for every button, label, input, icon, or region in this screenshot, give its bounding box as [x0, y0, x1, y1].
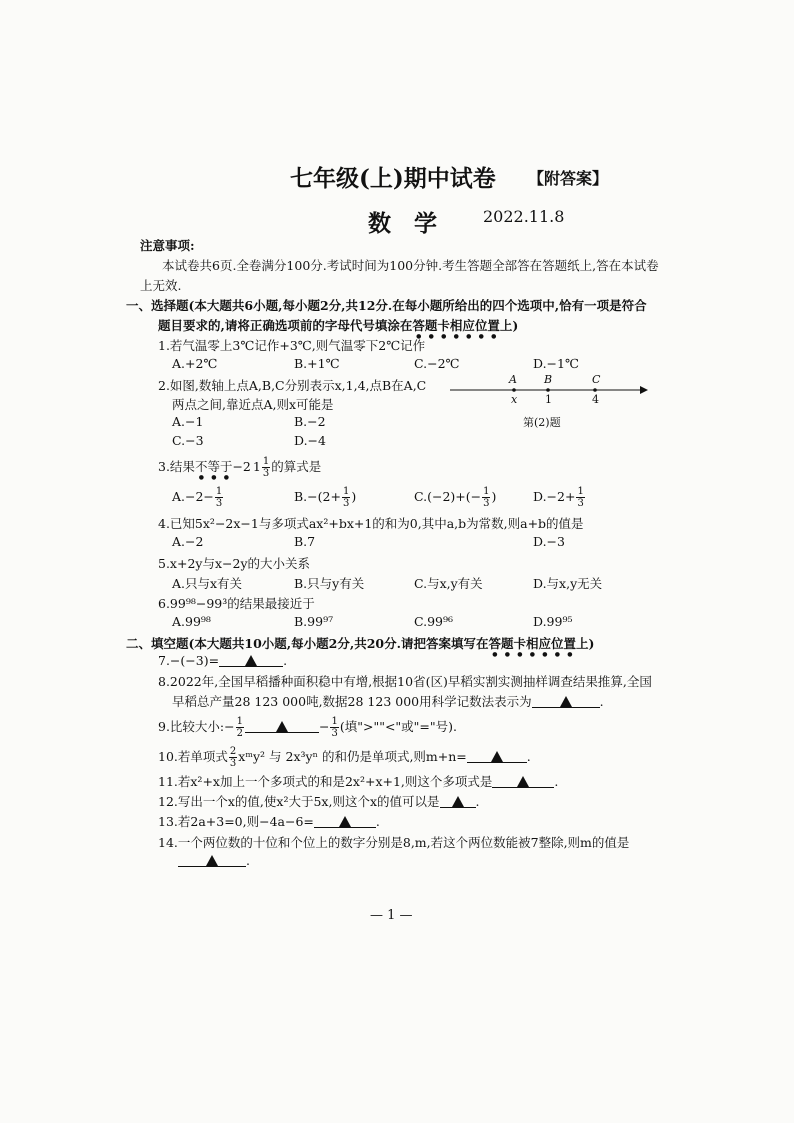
tick-label-x: x	[511, 393, 518, 406]
triangle-marker-icon	[339, 816, 351, 827]
q1-option-d: D.−1℃	[533, 356, 579, 371]
q2-option-d: D.−4	[294, 433, 326, 448]
q2-option-b: B.−2	[294, 414, 326, 429]
q1-option-c: C.−2℃	[414, 356, 460, 371]
triangle-marker-icon	[276, 721, 288, 732]
point-a-label: A	[509, 373, 517, 386]
answer-blank	[440, 794, 476, 808]
triangle-marker-icon	[206, 855, 218, 866]
q1-option-a: A.+2℃	[172, 356, 218, 371]
question-10: 10.若单项式 $\frac{2}{3}$ xᵐy² 与 2x³yⁿ 的和仍是单项式,则m+n= .	[158, 746, 531, 769]
triangle-marker-icon	[245, 655, 257, 666]
question-8: 8.2022年,全国早稻播种面积稳中有增,根据10省(区)早稻实割实测抽样调查结果推算,全国	[158, 674, 652, 689]
fraction: $\frac{2}{3}$	[229, 746, 237, 769]
question-5: 5.x+2y与x−2y的大小关系	[158, 556, 311, 571]
q1-option-b: B.+1℃	[294, 356, 340, 371]
subject-title: 数 学	[368, 210, 437, 237]
q6-option-d: D.99⁹⁵	[533, 614, 573, 629]
q3-option-c: C.(−2)+(− $\frac{1}{3}$ )	[414, 486, 497, 509]
question-11: 11.若x²+x加上一个多项式的和是2x²+x+1,则这个多项式是 .	[158, 774, 559, 789]
question-2: 2.如图,数轴上点A,B,C分别表示x,1,4,点B在A,C	[158, 378, 427, 393]
section1-heading-cont: 题目要求的,请将正确选项前的字母代号填涂在答题卡相应位置上)	[158, 318, 519, 333]
question-4: 4.已知5x²−2x−1与多项式ax²+bx+1的和为0,其中a,b为常数,则a+b的值是	[158, 516, 584, 531]
q5-option-a: A.只与x有关	[172, 576, 243, 591]
question-3: 3.结果不等于−2 1 $\frac{1}{3}$ 的算式是	[158, 456, 322, 479]
section2-heading: 二、填空题(本大题共10小题,每小题2分,共20分.请把答案填写在答题卡相应位置上)	[126, 636, 595, 651]
q5-option-c: C.与x,y有关	[414, 576, 483, 591]
answer-blank	[492, 774, 554, 788]
triangle-marker-icon	[560, 696, 572, 707]
emphasis-text: 答题卡相应位置	[488, 636, 576, 651]
q6-option-c: C.99⁹⁶	[414, 614, 454, 629]
tick-label-4: 4	[592, 393, 599, 406]
point-c-label: C	[592, 373, 601, 386]
notice-line1: 本试卷共6页.全卷满分100分.考试时间为100分钟.考生答题全部答在答题纸上,答在本试卷	[162, 258, 659, 273]
answer-blank	[219, 653, 283, 667]
page-title: 七年级(上)期中试卷	[290, 165, 496, 192]
q6-option-b: B.99⁹⁷	[294, 614, 334, 629]
fraction: $\frac{1}{3}$	[342, 486, 350, 509]
notice-heading: 注意事项:	[140, 238, 195, 253]
question-13: 13.若2a+3=0,则−4a−6= .	[158, 814, 380, 829]
q3-option-b: B.−(2+ $\frac{1}{3}$ )	[294, 486, 357, 509]
emphasis-text: 不等于	[194, 459, 233, 474]
q4-option-a: A.−2	[172, 534, 204, 549]
answer-blank	[314, 814, 376, 828]
exam-date: 2022.11.8	[483, 207, 565, 226]
q2-option-c: C.−3	[172, 433, 204, 448]
section1-heading: 一、选择题(本大题共6小题,每小题2分,共12分.在每小题所给出的四个选项中,恰有一项是符合	[126, 298, 647, 313]
fraction: $\frac{1}{3}$	[577, 486, 584, 509]
notice-line2: 上无效.	[140, 278, 182, 293]
emphasis-text: 答题卡相应位置	[412, 318, 500, 333]
triangle-marker-icon	[452, 796, 464, 807]
triangle-marker-icon	[517, 776, 529, 787]
answer-blank	[467, 749, 527, 763]
tick-label-1: 1	[545, 393, 552, 406]
answer-blank	[178, 853, 246, 867]
page-number: — 1 —	[370, 908, 413, 923]
q4-option-d: D.−3	[533, 534, 565, 549]
fraction: $\frac{1}{3}$	[331, 716, 338, 739]
q6-option-a: A.99⁹⁸	[172, 614, 211, 629]
answer-blank	[245, 719, 319, 733]
question-14-cont: .	[178, 853, 250, 868]
question-2-cont: 两点之间,靠近点A,则x可能是	[172, 397, 334, 412]
question-14: 14.一个两位数的十位和个位上的数字分别是8,m,若这个两位数能被7整除,则m的值是	[158, 835, 630, 850]
q3-option-a: A.−2− $\frac{1}{3}$	[172, 486, 223, 509]
question-1: 1.若气温零上3℃记作+3℃,则气温零下2℃记作	[158, 338, 426, 353]
q3-option-d: D.−2+ $\frac{1}{3}$	[533, 486, 584, 509]
fraction: $\frac{1}{2}$	[236, 716, 243, 739]
question-7: 7.−(−3)= .	[158, 653, 288, 668]
q2-option-a: A.−1	[172, 414, 204, 429]
answer-blank	[532, 694, 600, 708]
q4-option-b: B.7	[294, 534, 316, 549]
question-12: 12.写出一个x的值,使x²大于5x,则这个x的值可以是 .	[158, 794, 480, 809]
question-9: 9.比较大小:− $\frac{1}{2}$ − $\frac{1}{3}$ (填">""<"或"="号).	[158, 716, 458, 739]
answer-tag: 【附答案】	[528, 169, 609, 188]
question-8-cont: 早稻总产量28 123 000吨,数据28 123 000用科学记数法表示为 .	[172, 694, 604, 709]
q5-option-d: D.与x,y无关	[533, 576, 603, 591]
fraction: $\frac{1}{3}$	[483, 486, 490, 509]
triangle-marker-icon	[491, 751, 503, 762]
fraction: $\frac{1}{3}$	[262, 456, 270, 479]
q5-option-b: B.只与y有关	[294, 576, 365, 591]
fraction: $\frac{1}{3}$	[215, 486, 223, 509]
question-6: 6.99⁹⁸−99³的结果最接近于	[158, 596, 315, 611]
point-b-label: B	[544, 373, 553, 386]
figure-caption: 第(2)题	[523, 416, 561, 429]
